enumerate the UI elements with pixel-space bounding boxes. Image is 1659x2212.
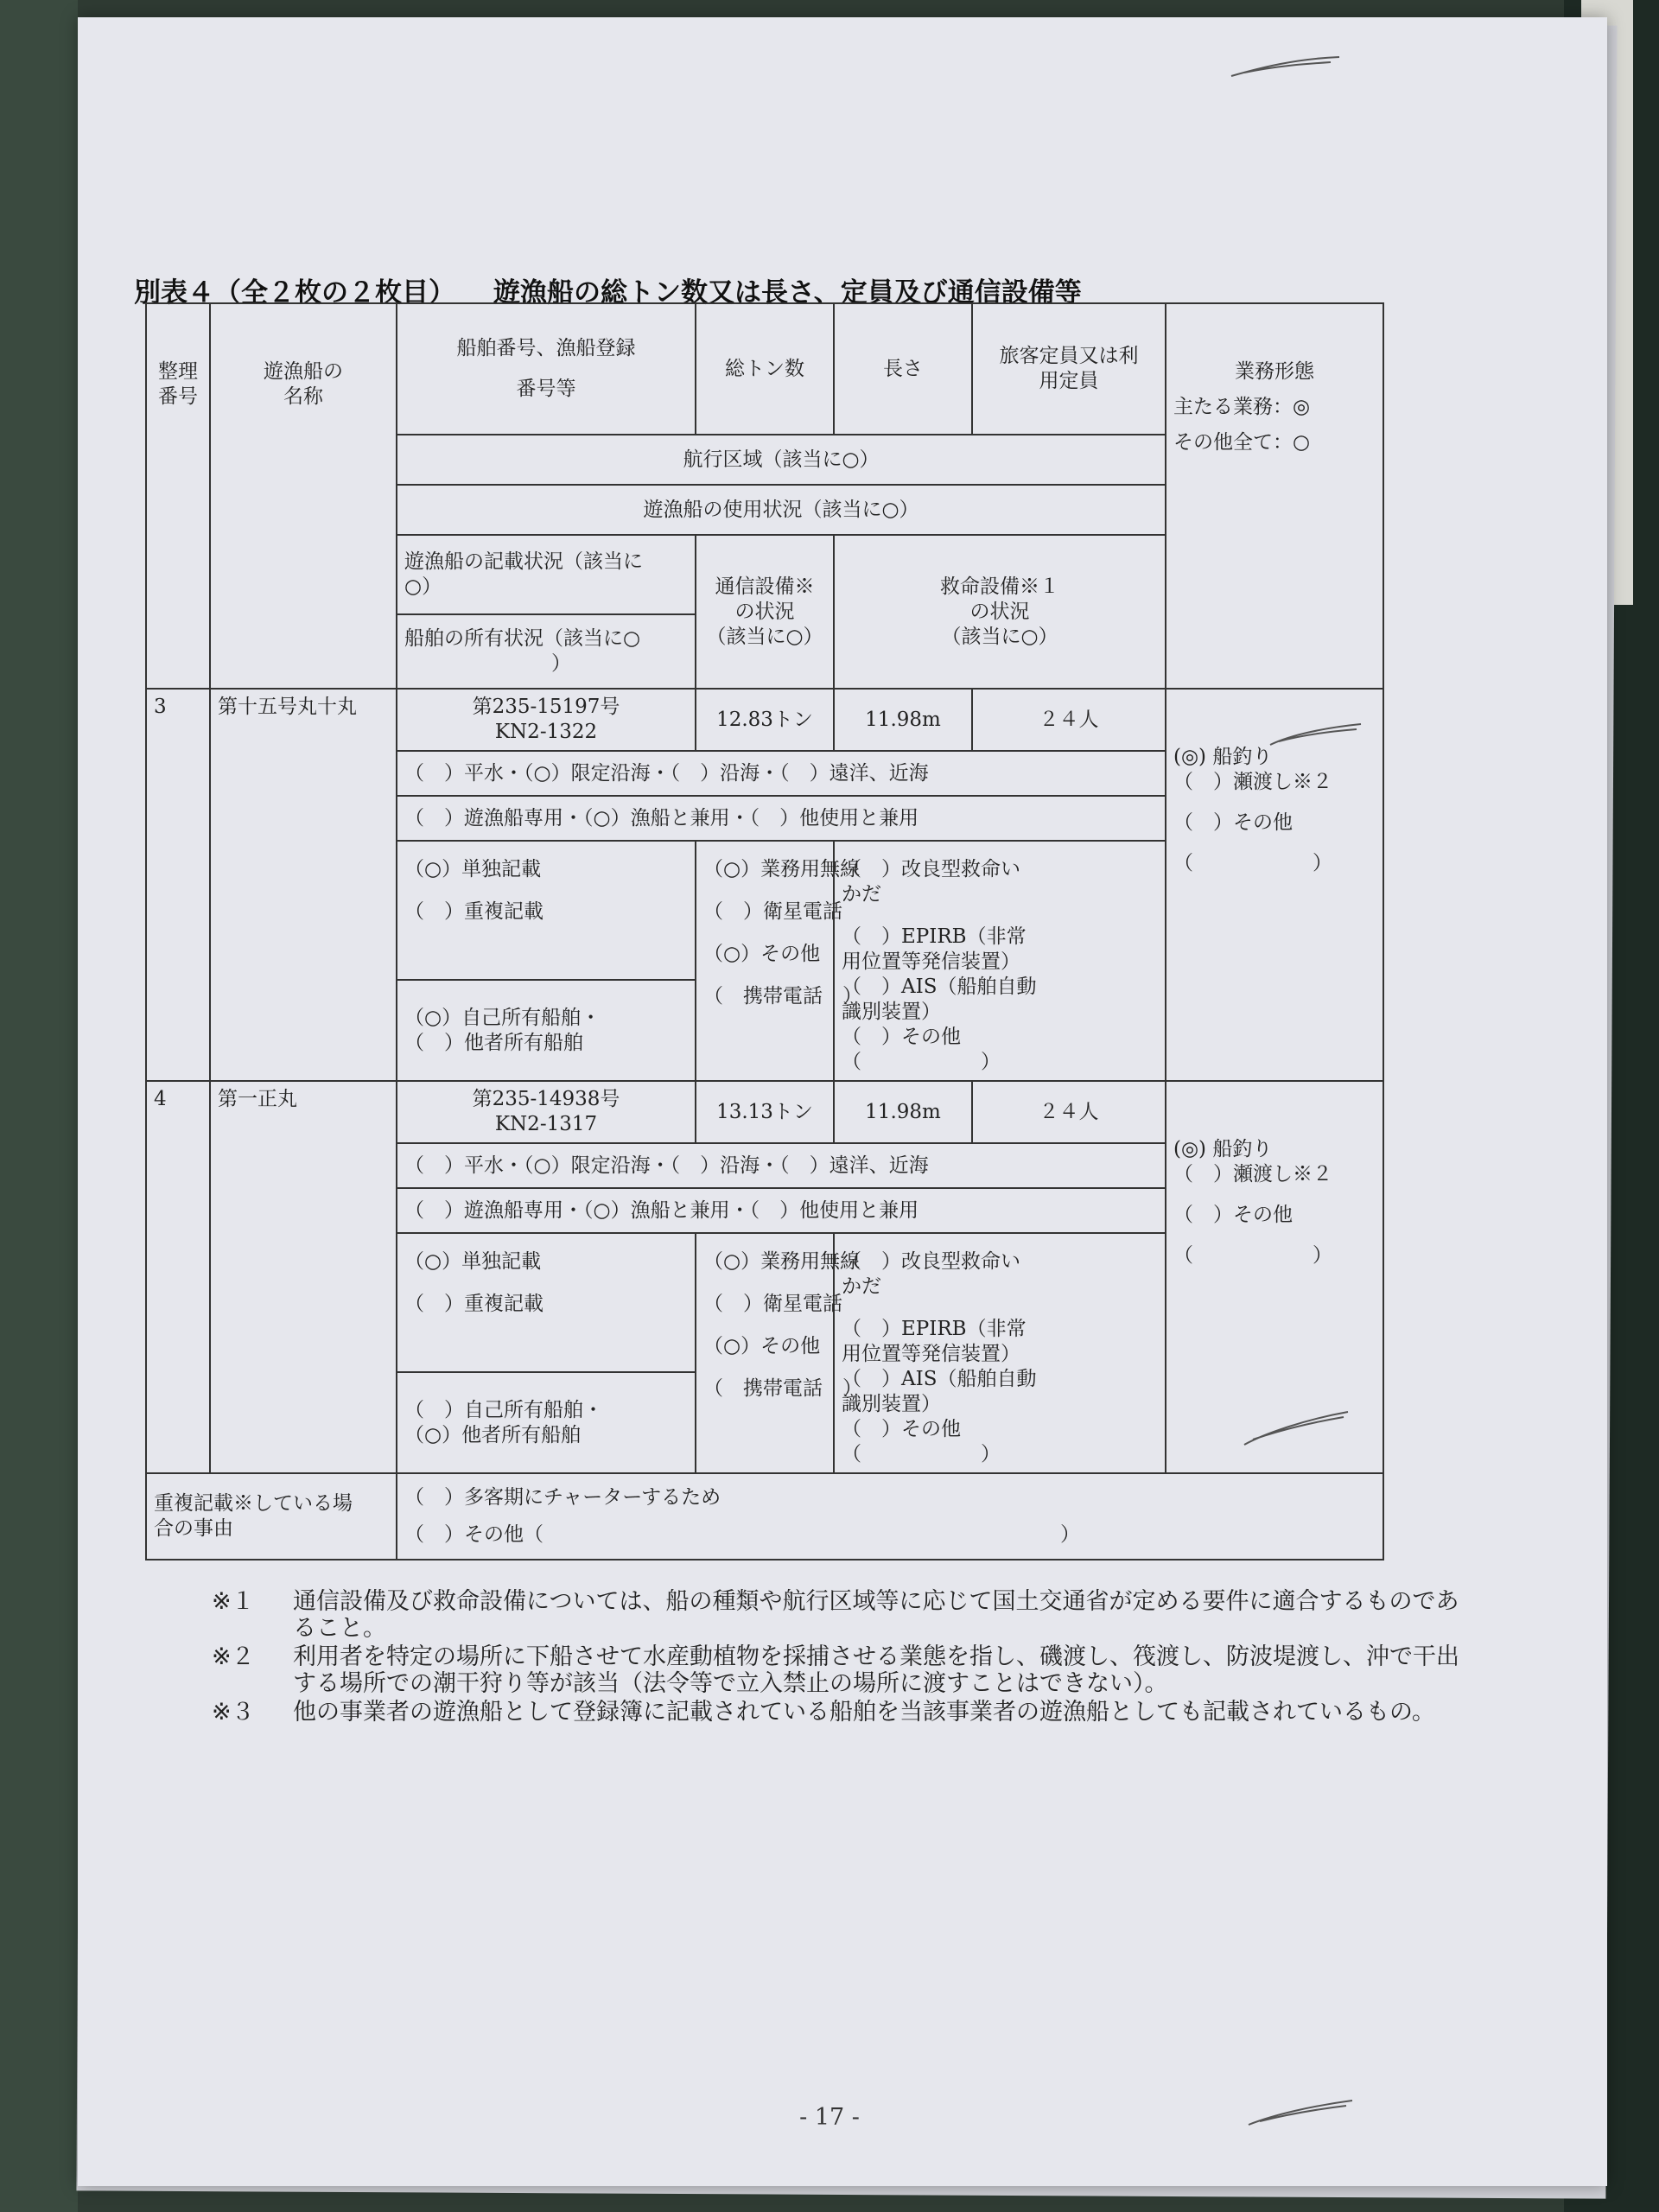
boat-2-no: 4: [146, 1081, 210, 1473]
header-usage: 遊漁船の使用状況（該当に○）: [397, 485, 1166, 535]
footnote-1: ※１ 通信設備及び救命設備については、船の種類や航行区域等に応じて国土交通省が定める要件に適合するものであること。: [212, 1588, 1459, 1642]
title-sub: 遊漁船の総トン数又は長さ、定員及び通信設備等: [493, 277, 1082, 308]
header-area: 航行区域（該当に○）: [397, 435, 1166, 485]
title-main: 別表４（全２枚の２枚目）: [134, 277, 455, 308]
boat-1-comm: （○）業務用無線 （ ）衛星電話 （○）その他 （ 携帯電話 ）: [696, 841, 834, 1081]
boat-2-business: (◎) 船釣り （ ）瀬渡し※２ （ ）その他 （ ）: [1166, 1081, 1383, 1473]
header-comm: 通信設備※ の状況 （該当に○）: [696, 535, 834, 689]
boat-1-area: （ ）平水・（○）限定沿海・（ ）沿海・（ ）遠洋、近海: [397, 751, 1166, 796]
boat-2-ownership: （ ）自己所有船舶・ （○）他者所有船舶: [397, 1372, 696, 1473]
background-left: [0, 0, 78, 2212]
footnote-3: ※３ 他の事業者の遊漁船として登録簿に記載されている船舶を当該事業者の遊漁船としても記載されているもの。: [212, 1699, 1435, 1726]
boat-1-usage: （ ）遊漁船専用・（○）漁船と兼用・（ ）他使用と兼用: [397, 796, 1166, 841]
header-ownership: 船舶の所有状況（該当に○ ）: [397, 614, 696, 689]
page-number: - 17 -: [799, 2104, 860, 2131]
boat-2-area: （ ）平水・（○）限定沿海・（ ）沿海・（ ）遠洋、近海: [397, 1143, 1166, 1188]
duplicate-reason-label: 重複記載※している場 合の事由: [146, 1473, 397, 1560]
header-ship-no: 船舶番号、漁船登録 番号等: [397, 303, 696, 435]
boat-2-comm: （○）業務用無線 （ ）衛星電話 （○）その他 （ 携帯電話 ）: [696, 1233, 834, 1473]
boat-1-ownership: （○）自己所有船舶・ （ ）他者所有船舶: [397, 980, 696, 1081]
boat-1-no: 3: [146, 689, 210, 1081]
header-lifesaving: 救命設備※１ の状況 （該当に○）: [834, 535, 1166, 689]
boat-2-lifesaving: （ ）改良型救命い かだ （ ）EPIRB（非常 用位置等発信装置） （ ）AIS（船舶自動 識別装置） （ ）その他 （ ）: [834, 1233, 1166, 1473]
check-mark-icon: [1266, 717, 1370, 752]
header-registry: 遊漁船の記載状況（該当に ○）: [397, 535, 696, 614]
header-name: 遊漁船の 名称: [210, 303, 397, 689]
boat-2-ship-no: 第235-14938号 KN2-1317: [397, 1081, 696, 1143]
footnote-2: ※２ 利用者を特定の場所に下船させて水産動植物を採捕させる業態を指し、磯渡し、筏渡し、防波堤渡し、沖で干出する場所での潮干狩り等が該当（法令等で立入禁止の場所に渡すことはできない）。: [212, 1643, 1459, 1697]
footnotes: [212, 1588, 1465, 1727]
boat-1-ship-no: 第235-15197号 KN2-1322: [397, 689, 696, 751]
boat-2-tonnage: 13.13トン: [696, 1081, 834, 1143]
check-mark-icon: [1227, 50, 1348, 85]
header-business: 業務形態 主たる業務：◎ その他全て：○: [1166, 303, 1383, 689]
boat-2-registry: （○）単独記載 （ ）重複記載: [397, 1233, 696, 1372]
duplicate-reason-options: （ ）多客期にチャーターするため （ ）その他（ ）: [397, 1473, 1383, 1560]
boat-2-usage: （ ）遊漁船専用・（○）漁船と兼用・（ ）他使用と兼用: [397, 1188, 1166, 1233]
check-mark-icon: [1240, 1407, 1352, 1450]
boat-1-registry: （○）単独記載 （ ）重複記載: [397, 841, 696, 980]
boat-2-length: 11.98m: [834, 1081, 972, 1143]
header-tonnage: 総トン数: [696, 303, 834, 435]
boat-1-capacity: ２４人: [972, 689, 1166, 751]
header-seiri: 整理 番号: [146, 303, 210, 689]
boat-1-length: 11.98m: [834, 689, 972, 751]
boat-2-name: 第一正丸: [210, 1081, 397, 1473]
boat-1-business: (◎) 船釣り （ ）瀬渡し※２ （ ）その他 （ ）: [1166, 689, 1383, 1081]
boat-table: [145, 302, 1382, 1560]
boat-2-capacity: ２４人: [972, 1081, 1166, 1143]
boat-1-name: 第十五号丸十丸: [210, 689, 397, 1081]
boat-1-lifesaving: （ ）改良型救命い かだ （ ）EPIRB（非常 用位置等発信装置） （ ）AIS（船舶自動 識別装置） （ ）その他 （ ）: [834, 841, 1166, 1081]
header-length: 長さ: [834, 303, 972, 435]
header-capacity: 旅客定員又は利 用定員: [972, 303, 1166, 435]
check-mark-icon: [1244, 2095, 1357, 2130]
boat-1-tonnage: 12.83トン: [696, 689, 834, 751]
